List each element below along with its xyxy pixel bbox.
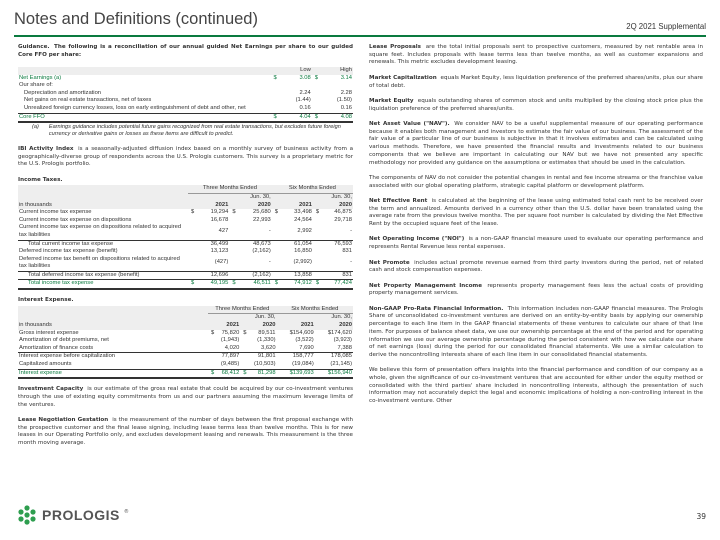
header-rule: [14, 35, 706, 37]
cell-value: -: [268, 228, 271, 235]
currency-symbol: [272, 224, 279, 240]
page-title: Notes and Definitions (continued): [14, 10, 258, 28]
cell-value: 76,593: [320, 240, 353, 248]
currency-symbol: [312, 90, 319, 98]
interest-expense-title: Interest Expense.: [18, 297, 74, 304]
column-group-three-months: Three Months Ended: [208, 306, 277, 314]
currency-symbol: [272, 217, 279, 225]
unit-label: in thousands: [18, 322, 208, 330]
definition-term: Market Equity: [369, 97, 414, 104]
definition-paragraph: [369, 367, 703, 406]
cell-value: $154,609: [289, 329, 314, 336]
cell-value: 89,511: [258, 329, 276, 336]
currency-symbol: [312, 97, 319, 105]
currency-symbol: [240, 345, 247, 353]
cell-value: (21,145): [330, 360, 352, 367]
cell-value: $156,940: [321, 369, 353, 378]
cell-value: 16,678: [210, 216, 229, 223]
table-row: [18, 256, 353, 272]
prologis-logo: [16, 504, 129, 526]
prologis-logo-text: PROLOGIS: [42, 507, 120, 523]
currency-symbol: [313, 240, 320, 248]
currency-symbol: [229, 240, 236, 248]
row-label: Current income tax expense on dispositions related to acquired tax liabilities: [19, 224, 182, 238]
row-label: Current income tax expense on dispositions: [19, 216, 132, 223]
definition-text: The components of NAV do not consider the potential changes in rental and fee income streams or the franchise value associated with our global operating platform, strategic capital platform or development platform.: [369, 174, 703, 189]
currency-symbol: [229, 256, 236, 272]
cell-value: $139,693: [283, 369, 315, 378]
year-header: 2021: [283, 322, 315, 330]
row-label: Deferred income tax expense (benefit): [19, 248, 118, 255]
cell-value: 158,777: [283, 353, 315, 361]
currency-symbol: [312, 82, 319, 90]
definition-text: equals Market Equity, less liquidation preference of the preferred shares/units, plus our share of total debt.: [369, 74, 703, 89]
table-row: [18, 97, 353, 105]
cell-value: 831: [342, 248, 352, 255]
cell-value: 33,498: [294, 209, 312, 216]
currency-symbol: $: [273, 74, 277, 81]
guidance-high-value: 4.08: [319, 113, 353, 122]
cell-value: 29,718: [334, 216, 352, 223]
year-header: 2020: [321, 322, 353, 330]
cell-value: 24,564: [294, 216, 312, 223]
guidance-row-label: Depreciation and amortization: [24, 89, 102, 96]
currency-symbol: [272, 248, 279, 256]
currency-symbol: [313, 248, 320, 256]
cell-value: 13,123: [210, 248, 229, 255]
definition-text: are the total initial proposals sent to prospective customers, measured by net rentable area in square feet. Includes proposals with lease terms less than twelve months, as well as customer expansions and renewals. This metric excludes development leasing.: [369, 44, 704, 66]
table-header-row: [18, 322, 353, 330]
definition-paragraph: [369, 236, 703, 251]
currency-symbol: $: [208, 369, 215, 378]
currency-symbol: $: [315, 209, 320, 216]
currency-symbol: [313, 271, 320, 280]
definition-term: Non-GAAP Pro-Rata Financial Information.: [369, 305, 504, 312]
guidance-high-value: 0.16: [340, 105, 352, 112]
guidance-table: [18, 67, 353, 123]
column-subgroup: Jun. 30,: [208, 314, 277, 322]
row-label: Capitalized amounts: [19, 360, 72, 367]
definition-paragraph: [369, 306, 703, 360]
definition-text: equals outstanding shares of common stock and units multiplied by the closing stock price plus the liquidation preference of the preferred shares/units.: [369, 97, 703, 112]
definition-paragraph: [369, 98, 703, 113]
table-row: [18, 75, 353, 83]
guidance-row-label: Core FFO: [18, 113, 271, 122]
definition-term: Market Capitalization: [369, 74, 437, 81]
column-group-six-months: Six Months Ended: [272, 185, 353, 193]
cell-value: 68,412: [215, 369, 240, 378]
year-header: 2020: [237, 202, 272, 210]
currency-symbol: [208, 361, 215, 369]
currency-symbol: $: [312, 113, 319, 122]
currency-symbol: [208, 353, 215, 361]
cell-value: (2,992): [293, 259, 312, 266]
cell-value: 13,858: [279, 271, 313, 280]
guidance-low-value: (1.44): [295, 97, 311, 104]
definition-term: Lease Negotiation Gestation: [18, 416, 109, 423]
definition-paragraph: [18, 386, 353, 409]
currency-symbol: [188, 240, 195, 248]
currency-symbol: $: [272, 280, 279, 289]
guidance-col-low: Low: [278, 67, 312, 75]
currency-symbol: [208, 345, 215, 353]
definition-paragraph: [369, 44, 703, 67]
currency-symbol: [229, 224, 236, 240]
year-header: 2021: [279, 202, 313, 210]
definition-term: Net Property Management Income: [369, 282, 483, 289]
cell-value: 16,850: [294, 248, 312, 255]
currency-symbol: [271, 90, 278, 98]
guidance-high-value: 3.14: [340, 74, 352, 81]
currency-symbol: [313, 217, 320, 225]
page-number: 39: [696, 512, 706, 521]
column-subgroup: Jun. 30,: [277, 314, 353, 322]
column-subgroup: Jun. 30,: [188, 193, 272, 201]
definition-paragraph: [369, 283, 703, 298]
table-header-row: [18, 202, 353, 210]
cell-value: 19,294: [210, 209, 229, 216]
currency-symbol: [272, 271, 279, 280]
cell-value: -: [350, 259, 352, 266]
year-header: 2021: [215, 322, 240, 330]
currency-symbol: $: [240, 369, 247, 378]
definition-paragraph: [369, 260, 703, 275]
prologis-logo-icon: [16, 504, 38, 526]
currency-symbol: [208, 337, 215, 345]
definition-term: IBI Activity Index: [18, 145, 74, 152]
table-row: [18, 353, 353, 361]
currency-symbol: [272, 256, 279, 272]
cell-value: 77,424: [320, 280, 353, 289]
currency-symbol: $: [314, 74, 318, 81]
currency-symbol: [271, 97, 278, 105]
definition-term: Investment Capacity: [18, 386, 84, 393]
definition-paragraph: [369, 175, 703, 190]
guidance-intro: [18, 44, 353, 59]
guidance-row-label: Net Earnings (a): [19, 74, 62, 81]
row-label: Gross interest expense: [19, 329, 79, 336]
currency-symbol: $: [271, 113, 278, 122]
table-row: [18, 369, 353, 378]
currency-symbol: [188, 256, 195, 272]
cell-value: 48,673: [237, 240, 272, 248]
definition-term: Lease Proposals: [369, 44, 422, 50]
table-row: [18, 248, 353, 256]
definition-text: includes actual promote revenue earned from third party investors during the period, net of related cash and stock compensation expenses.: [369, 259, 703, 274]
cell-value: 3,620: [261, 344, 276, 351]
currency-symbol: $: [188, 280, 195, 289]
definition-text: We consider NAV to be a useful supplemental measure of our operating performance because it enables both management and investors to estimate the fair value of our business. The assessment of the fair value of a particular line of our business is subjective in that it involves estimates and can be calculated using various methods. Therefore, we have presented the financial results and investments related to our business components that we believe are important in calculating our NAV but we have not presented any specific methodology nor provided any guidance on the assumptions or estimates that should be used in the calculation.: [369, 120, 704, 166]
currency-symbol: [188, 224, 195, 240]
cell-value: 75,820: [221, 329, 240, 336]
cell-value: 61,054: [279, 240, 313, 248]
definition-term: Net Promote: [369, 259, 410, 266]
cell-value: 2,992: [297, 228, 312, 235]
logo-registered-mark: ®: [123, 509, 129, 515]
column-group-six-months: Six Months Ended: [277, 306, 353, 314]
year-header: 2020: [248, 322, 277, 330]
table-header-row: [18, 193, 353, 201]
table-row: [18, 240, 353, 248]
cell-value: $174,620: [327, 329, 352, 336]
guidance-low-value: [278, 82, 312, 90]
row-label: Interest expense before capitalization: [18, 353, 208, 361]
currency-symbol: [312, 105, 319, 113]
cell-value: -: [350, 228, 352, 235]
currency-symbol: $: [274, 209, 279, 216]
definition-paragraph: [369, 75, 703, 90]
guidance-row-label: Our share of:: [19, 82, 53, 89]
table-row: [18, 82, 353, 90]
cell-value: 36,499: [195, 240, 229, 248]
definition-paragraph: [369, 121, 703, 167]
year-header: 2020: [320, 202, 353, 210]
unit-label: in thousands: [18, 202, 188, 210]
interest-expense-table: [18, 306, 353, 379]
row-label: Interest expense: [18, 369, 208, 378]
currency-symbol: [240, 361, 247, 369]
definition-text: This information includes non-GAAP financial measures. The Prologis Share of unconsolidated co-investment ventures are derived on an entity-by-entity basis by applying our ownership percentage to each line item in the GAAP financial statements of these ventures to calculate our share of that line item. For purposes of balance sheet data, we use our ownership percentage at the end of the period and for operating information we use our average ownership percentage during the period consistent with how we calculate our share of net earnings (loss) during the period for our consolidated financial statements. We use a similar calculation to derive the noncontrolling interests share of each line item in our consolidated financial statements.: [369, 305, 703, 358]
table-row: [18, 280, 353, 289]
table-row: [18, 90, 353, 98]
definition-paragraph: [18, 417, 353, 448]
currency-symbol: [188, 271, 195, 280]
definition-text: is the measurement of the number of days between the first proposal exchange with the prospective customer and the final lease signing, including lease terms less than twelve months. This is for new leases in our Operating Portfolio only, and excludes development leasing and renewals. This measurement is the three month moving average.: [18, 416, 353, 447]
guidance-intro-text: The following is a reconciliation of our annual guided Net Earnings per share to our guided Core FFO per share:: [18, 44, 353, 58]
right-column: [369, 44, 703, 414]
currency-symbol: $: [232, 209, 236, 216]
table-row: [18, 345, 353, 353]
row-label: Total deferred income tax expense (benefit): [18, 271, 188, 280]
definition-text: is a non-GAAP financial measure used to evaluate our operating performance and represents Rental Revenue less rental expenses.: [369, 236, 703, 251]
row-label: Current income tax expense: [19, 209, 92, 216]
cell-value: 4,020: [224, 344, 240, 351]
cell-value: 12,696: [195, 271, 229, 280]
cell-value: (3,522): [295, 337, 314, 344]
guidance-row-label: Net gains on real estate transactions, net of taxes: [24, 97, 152, 104]
cell-value: 178,085: [321, 353, 353, 361]
cell-value: 25,680: [253, 209, 271, 216]
row-label: Amortization of finance costs: [19, 344, 94, 351]
cell-value: -: [268, 259, 271, 266]
currency-symbol: $: [313, 280, 320, 289]
currency-symbol: [188, 217, 195, 225]
currency-symbol: [229, 271, 236, 280]
guidance-heading: Guidance.: [18, 44, 50, 50]
currency-symbol: [272, 240, 279, 248]
cell-value: 49,195: [195, 280, 229, 289]
table-row: [18, 217, 353, 225]
guidance-low-value: 3.08: [299, 74, 311, 81]
cell-value: (3,923): [333, 337, 352, 344]
column-subgroup: Jun. 30,: [272, 193, 353, 201]
guidance-high-value: [319, 82, 353, 90]
cell-value: 77,897: [215, 353, 240, 361]
currency-symbol: [240, 353, 247, 361]
cell-value: (10,503): [253, 360, 276, 367]
definition-text: We believe this form of presentation offers insights into the financial performance and condition of our company as a whole, given the significance of our co-investment ventures that are accounted for either under the equity method or consolidated with the third parties' share included in noncontrolling interests, although the presentation of such information may not accurately depict the legal and economic implications of holding a non-controlling interest in the co-investment venture. Other: [369, 367, 703, 405]
cell-value: 22,993: [253, 216, 271, 223]
currency-symbol: [271, 82, 278, 90]
currency-symbol: [229, 217, 236, 225]
table-row: [18, 330, 353, 338]
row-label: Amortization of debt premiums, net: [19, 337, 109, 344]
cell-value: 74,912: [279, 280, 313, 289]
guidance-low-value: 4.04: [278, 113, 312, 122]
guidance-low-value: 2.24: [299, 89, 311, 96]
row-label: Total income tax expense: [18, 280, 188, 289]
definition-paragraph: [369, 198, 703, 229]
left-column: [18, 44, 353, 455]
column-group-three-months: Three Months Ended: [188, 185, 272, 193]
cell-value: 46,875: [334, 209, 352, 216]
cell-value: 7,690: [299, 344, 314, 351]
guidance-row-label: Unrealized foreign currency losses, loss on early extinguishment of debt and other, net: [24, 105, 246, 112]
table-header-row: [18, 306, 353, 314]
definition-paragraph: [18, 146, 353, 169]
guidance-note: [32, 124, 353, 138]
table-row: [18, 271, 353, 280]
definition-text: is calculated at the beginning of the lease using estimated total cash rent to be received over the term and annualized. Amounts derived in a currency other than the U.S. dollar have been translated using the average rate from the previous twelve months. The per square foot number is calculated by dividing the Net Effective Rent by the occupied square feet of the lease.: [369, 197, 704, 228]
cell-value: (2,162): [252, 248, 271, 255]
table-row: [18, 224, 353, 240]
guidance-col-high: High: [319, 67, 353, 75]
cell-value: 46,511: [237, 280, 272, 289]
table-row: [18, 209, 353, 217]
guidance-high-value: (1.50): [336, 97, 352, 104]
table-row: [18, 361, 353, 369]
row-label: Total current income tax expense: [18, 240, 188, 248]
guidance-low-value: 0.16: [299, 105, 311, 112]
currency-symbol: $: [191, 209, 195, 216]
guidance-high-value: 2.28: [340, 89, 352, 96]
table-row: [18, 105, 353, 113]
row-label: Deferred income tax benefit on dispositions related to acquired tax liabilities: [19, 255, 180, 270]
currency-symbol: [229, 248, 236, 256]
cell-value: (1,330): [257, 337, 276, 344]
table-row: [18, 113, 353, 122]
currency-symbol: [313, 256, 320, 272]
currency-symbol: $: [229, 280, 236, 289]
table-header-row: [18, 185, 353, 193]
currency-symbol: $: [243, 329, 247, 336]
currency-symbol: [271, 105, 278, 113]
currency-symbol: [188, 248, 195, 256]
cell-value: (2,162): [237, 271, 272, 280]
cell-value: 81,298: [248, 369, 277, 378]
cell-value: 7,388: [337, 344, 352, 351]
cell-value: 427: [218, 228, 229, 235]
cell-value: (427): [214, 259, 229, 266]
cell-value: (1,943): [220, 337, 240, 344]
cell-value: 91,801: [248, 353, 277, 361]
definition-text: represents property management fees less the actual costs of providing property management services.: [369, 282, 703, 297]
currency-symbol: [240, 337, 247, 345]
definition-text: is a seasonally-adjusted diffusion index based on a monthly survey of business activity from a geographically-diverse group of respondents across the U.S. Prologis customers. This survey is a proprietary metric for the U.S. Prologis portfolio.: [18, 145, 353, 168]
currency-symbol: $: [211, 329, 215, 336]
cell-value: 831: [320, 271, 353, 280]
definition-term: Net Operating Income ("NOI"): [369, 236, 465, 243]
table-row: [18, 337, 353, 345]
guidance-note-text: Earnings guidance includes potential future gains recognized from real estate transactions, but excludes future foreign currency or derivative gains or losses as these items are difficult to predict.: [48, 124, 341, 138]
cell-value: (9,485): [220, 360, 240, 367]
cell-value: (19,084): [292, 360, 314, 367]
definition-term: Net Asset Value ("NAV").: [369, 120, 450, 127]
table-header-row: [18, 314, 353, 322]
guidance-note-marker: (a): [32, 124, 39, 131]
definition-term: Net Effective Rent: [369, 197, 428, 204]
definition-text: is our estimate of the gross real estate that could be acquired by our co-investment ventures through the use of existing equity commitments from us and our partners assuming the maximum leverage limits of the ventures.: [18, 386, 353, 408]
currency-symbol: [313, 224, 320, 240]
year-header: 2021: [195, 202, 229, 210]
income-taxes-table: [18, 185, 353, 290]
document-subtitle: 2Q 2021 Supplemental: [626, 22, 706, 31]
income-taxes-title: Income Taxes.: [18, 176, 63, 183]
